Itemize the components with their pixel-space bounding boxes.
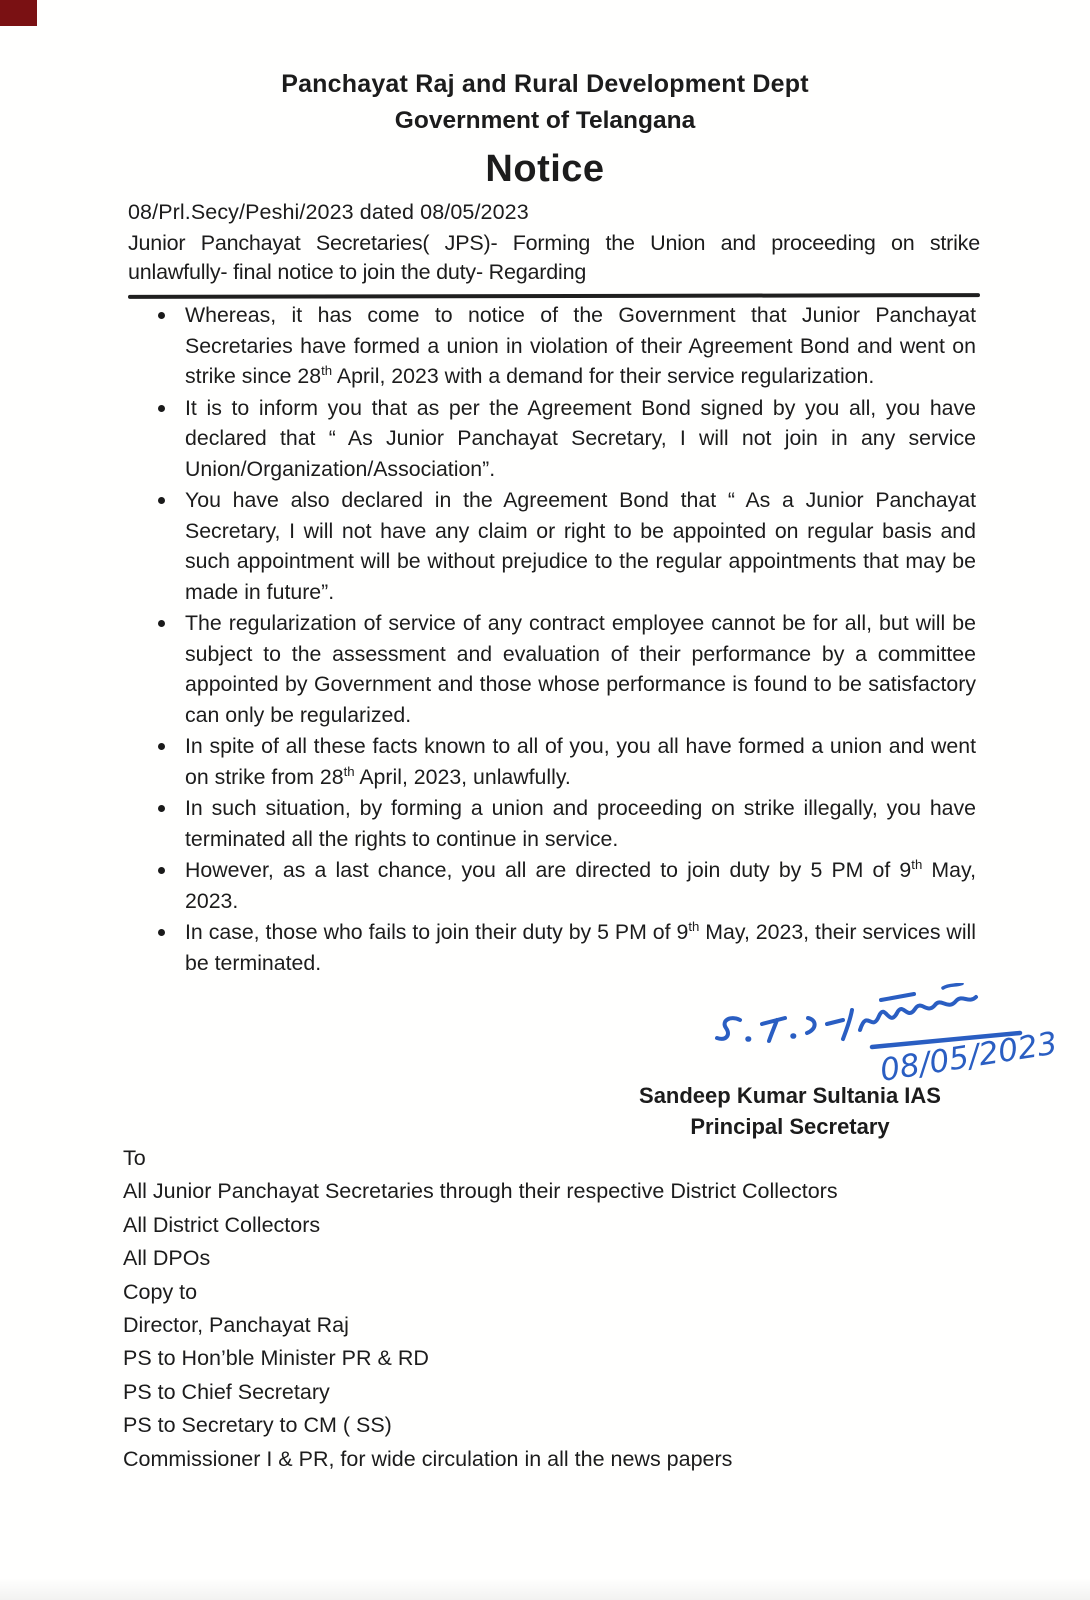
signature-stroke (881, 994, 914, 1000)
addressee-block (123, 1142, 983, 1476)
addressee-line: All Junior Panchayat Secretaries through their respective District Collectors (123, 1179, 838, 1204)
bullet-text: It is to inform you that as per the Agreement Bond signed by you all, you have declared that “ As Junior Panchayat Secretary, I will not join in any service Union/Organization/Association”. (185, 395, 976, 481)
copy-line: PS to Secretary to CM ( SS) (123, 1413, 392, 1438)
copy-line: PS to Chief Secretary (123, 1379, 330, 1404)
copy-to-label: Copy to (123, 1279, 198, 1304)
bullet-text: You have also declared in the Agreement Bond that “ As a Junior Panchayat Secretary, I will not have any claim or right to be appointed on regular basis and such appointment will be without prejudice to the regular appointments that may be made in future”. (185, 488, 976, 604)
bullet-text: However, as a last chance, you all are directed to join duty by 5 PM of 9 (185, 858, 912, 882)
signature-stroke (827, 1020, 843, 1024)
bullet-strike-despite-facts (128, 731, 976, 792)
scan-corner-mark (0, 0, 37, 26)
bullet-text: In such situation, by forming a union and proceeding on strike illegally, you have terminated all the rights to continue in service. (185, 796, 976, 851)
reference-block (128, 198, 980, 298)
copy-line: Commissioner I & PR, for wide circulation in all the news papers (123, 1446, 733, 1471)
signer-designation: Principal Secretary (690, 1114, 890, 1139)
bullet-text: In spite of all these facts known to all of you, you all have formed a union and went on strike from 28 (185, 734, 976, 789)
signer-name: Sandeep Kumar Sultania IAS (639, 1083, 941, 1108)
bullet-rights-terminated (128, 793, 976, 854)
bullet-agreement-bond-declaration (128, 393, 976, 485)
bullet-text: April, 2023, unlawfully. (354, 764, 571, 789)
bullet-whereas-union-formed (128, 300, 976, 392)
bullet-text: April, 2023 with a demand for their service regularization. (332, 364, 875, 388)
bullet-text: In case, those who fails to join their duty by 5 PM of 9 (185, 920, 689, 944)
addressee-line: All DPOs (123, 1246, 211, 1271)
subject-line: Junior Panchayat Secretaries( JPS)- Forming the Union and proceeding on strike unlawfully- final notice to join the duty- Regarding (128, 231, 980, 284)
bullet-no-claim-declaration (128, 485, 976, 607)
bullet-text: May, 2023, their services will be terminated. (185, 920, 977, 975)
ordinal-superscript: th (321, 362, 333, 378)
signer-block (600, 1080, 980, 1142)
signature-stroke (717, 1018, 740, 1039)
subject-divider-rule (128, 293, 980, 298)
bullet-regularization-assessment (128, 608, 976, 730)
notice-bullet-list (128, 300, 976, 979)
government-title: Government of Telangana (394, 107, 696, 134)
signature-stroke (860, 997, 976, 1030)
ordinal-superscript: th (343, 763, 355, 779)
signature-stroke (762, 1018, 785, 1041)
bullet-last-chance-join-duty (128, 855, 976, 916)
bullet-text: Whereas, it has come to notice of the Government that Junior Panchayat Secretaries have formed a union in violation of their Agreement Bond and went on strike since 28 (185, 303, 976, 388)
to-label: To (123, 1146, 146, 1170)
signature-stroke (943, 984, 962, 989)
signature-stroke (807, 1018, 815, 1033)
copy-line: Director, Panchayat Raj (123, 1313, 349, 1338)
signature-date: 08/05/2023 (877, 1025, 1060, 1089)
bullet-services-terminated-warning (128, 917, 976, 978)
ordinal-superscript: th (688, 918, 700, 934)
addressee-line: All District Collectors (123, 1212, 321, 1237)
bullet-text: The regularization of service of any contract employee cannot be for all, but will be subject to the assessment and evaluation of their performance by a committee appointed by Government and those whose performance is found to be satisfactory can only be regularized. (185, 611, 976, 727)
document-header (0, 68, 1090, 192)
bullet-text: May, 2023. (185, 858, 976, 913)
copy-line: PS to Hon’ble Minister PR & RD (123, 1346, 429, 1371)
ordinal-superscript: th (911, 856, 923, 872)
signature-stroke (843, 1010, 852, 1039)
notice-heading: Notice (485, 148, 605, 190)
department-title: Panchayat Raj and Rural Development Dept (281, 70, 809, 98)
reference-number: 08/Prl.Secy/Peshi/2023 dated 08/05/2023 (128, 200, 529, 224)
